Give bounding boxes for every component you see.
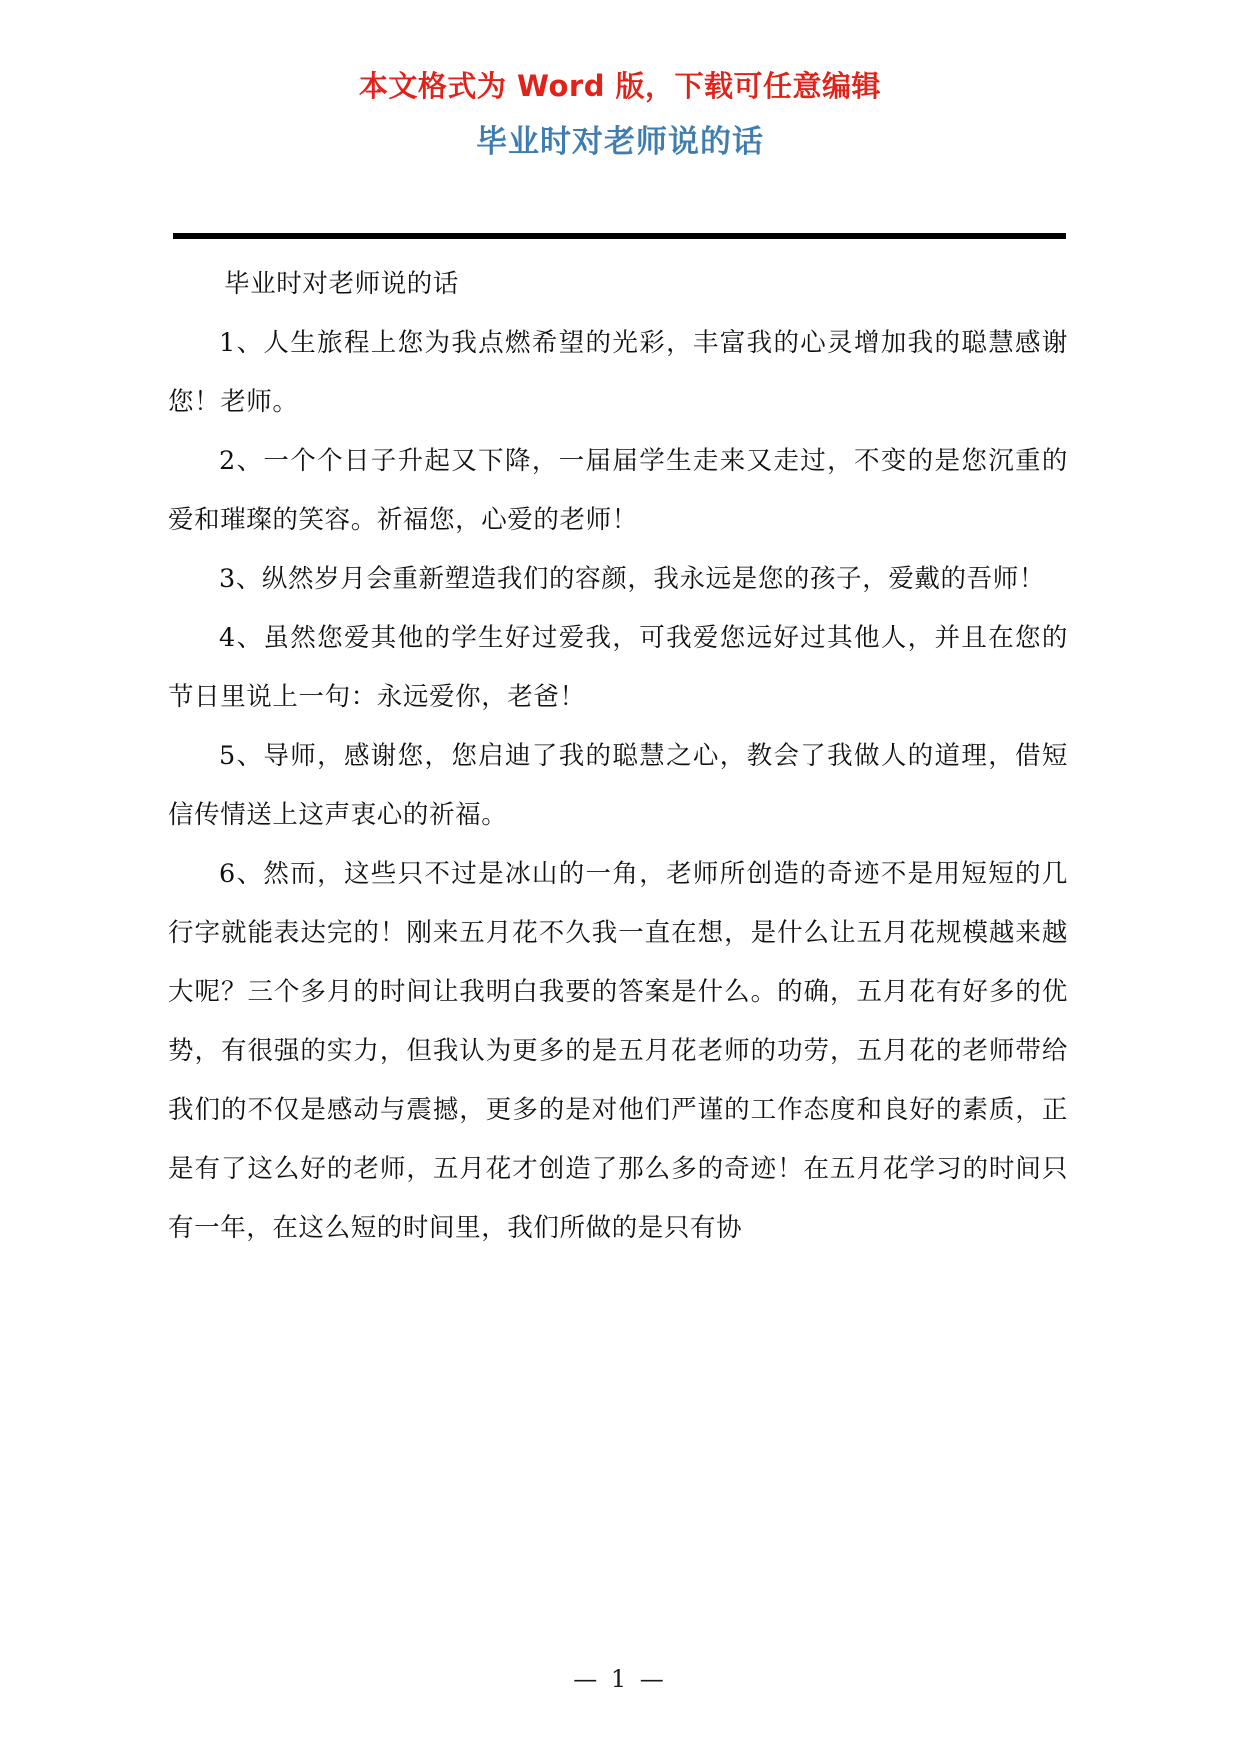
paragraph-item-4: 4、虽然您爱其他的学生好过爱我，可我爱您远好过其他人，并且在您的节日里说上一句：永远爱你，老爸！	[168, 623, 1068, 712]
document-body	[168, 255, 1068, 1258]
paragraph-item-1: 1、人生旅程上您为我点燃希望的光彩，丰富我的心灵增加我的聪慧感谢您！老师。	[168, 328, 1068, 417]
page-title: 毕业时对老师说的话	[476, 124, 764, 161]
paragraph-item-6: 6、然而，这些只不过是冰山的一角，老师所创造的奇迹不是用短短的几行字就能表达完的！刚来五月花不久我一直在想，是什么让五月花规模越来越大呢？三个多月的时间让我明白我要的答案是什么。的确，五月花有好多的优势，有很强的实力，但我认为更多的是五月花老师的功劳，五月花的老师带给我们的不仅是感动与震撼，更多的是对他们严谨的工作态度和良好的素质，正是有了这么好的老师，五月花才创造了那么多的奇迹！在五月花学习的时间只有一年，在这么短的时间里，我们所做的是只有协	[168, 859, 1068, 1243]
paragraph-item-3: 3、纵然岁月会重新塑造我们的容颜，我永远是您的孩子，爱戴的吾师！	[219, 564, 1045, 594]
paragraph-item-5: 5、导师，感谢您，您启迪了我的聪慧之心，教会了我做人的道理，借短信传情送上这声衷心的祈福。	[168, 741, 1068, 830]
page-number-footer: — 1 —	[573, 1665, 667, 1693]
title-divider-rule	[173, 233, 1066, 239]
document-header	[0, 0, 1240, 161]
paragraph-item-2: 2、一个个日子升起又下降，一届届学生走来又走过，不变的是您沉重的爱和璀璨的笑容。祈福您，心爱的老师！	[168, 446, 1068, 535]
paragraph-heading-repeat: 毕业时对老师说的话	[224, 269, 459, 299]
promo-banner-text: 本文格式为 Word 版，下载可任意编辑	[358, 69, 882, 103]
